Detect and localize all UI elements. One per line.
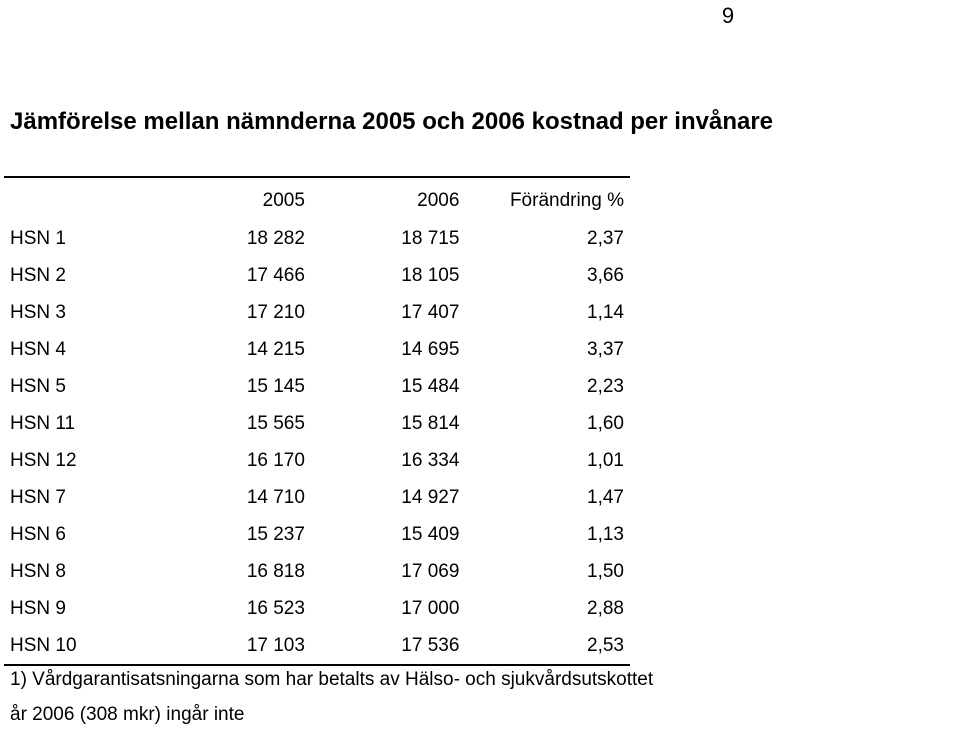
value-2005: 16 818 (246, 560, 305, 582)
value-2005: 16 523 (246, 597, 305, 619)
row-label: HSN 10 (4, 627, 175, 665)
footnote-line-2: år 2006 (308 mkr) ingår inte (10, 704, 245, 725)
header-2006: 2006 (417, 190, 460, 211)
value-change: 1,50 (587, 560, 624, 582)
value-2006: 17 407 (401, 301, 460, 323)
table-row (4, 516, 630, 553)
value-change: 3,37 (587, 338, 624, 360)
comparison-table-container (4, 176, 630, 666)
table-row (4, 590, 630, 627)
value-2005: 15 565 (246, 412, 305, 434)
table-row (4, 479, 630, 516)
value-2006: 14 695 (401, 338, 460, 360)
value-2005: 15 237 (246, 523, 305, 545)
value-2005: 14 215 (246, 338, 305, 360)
row-label: HSN 11 (10, 412, 76, 434)
table-row (4, 553, 630, 590)
value-2006: 18 105 (401, 264, 460, 286)
value-2006: 15 409 (401, 523, 460, 545)
table-row (4, 368, 630, 405)
row-label: HSN 4 (10, 338, 66, 360)
table-row (4, 257, 630, 294)
row-label: HSN 3 (10, 301, 66, 323)
page-number: 9 (721, 3, 735, 28)
table-header-row (4, 178, 630, 220)
value-2006: 16 334 (401, 449, 460, 471)
value-change: 2,88 (587, 597, 624, 619)
value-change: 2,53 (459, 627, 630, 665)
table-row (4, 405, 630, 442)
value-2006: 15 814 (401, 412, 460, 434)
table-row (4, 220, 630, 257)
value-2005: 18 282 (246, 227, 305, 249)
footnote-line-1: 1) Vårdgarantisatsningarna som har betalts av Hälso- och sjukvårdsutskottet (10, 669, 654, 690)
value-2005: 17 103 (175, 627, 305, 665)
header-2005: 2005 (262, 190, 305, 211)
value-2006: 17 069 (401, 560, 460, 582)
comparison-table (4, 178, 630, 666)
value-change: 2,23 (587, 375, 624, 397)
table-row (4, 294, 630, 331)
row-label: HSN 6 (10, 523, 66, 545)
value-2005: 15 145 (246, 375, 305, 397)
value-2005: 17 466 (246, 264, 305, 286)
value-2005: 14 710 (246, 486, 305, 508)
table-row (4, 331, 630, 368)
value-2006: 18 715 (401, 227, 460, 249)
row-label: HSN 2 (10, 264, 66, 286)
page-title: Jämförelse mellan nämnderna 2005 och 2006 kostnad per invånare (10, 108, 774, 135)
value-2006: 15 484 (401, 375, 460, 397)
value-change: 1,60 (587, 412, 624, 434)
row-label: HSN 8 (10, 560, 66, 582)
value-2006: 17 536 (305, 627, 459, 665)
table-row (4, 442, 630, 479)
value-2005: 17 210 (246, 301, 305, 323)
value-2006: 14 927 (401, 486, 460, 508)
value-2006: 17 000 (401, 597, 460, 619)
value-change: 1,47 (587, 486, 624, 508)
value-2005: 16 170 (246, 449, 305, 471)
header-change-percent: Förändring % (509, 190, 624, 211)
row-label: HSN 1 (10, 227, 66, 249)
value-change: 2,37 (587, 227, 624, 249)
row-label: HSN 7 (10, 486, 66, 508)
value-change: 1,01 (587, 449, 624, 471)
table-body (4, 220, 630, 665)
header-label (4, 178, 175, 220)
table-row (4, 627, 630, 665)
value-change: 1,13 (587, 523, 624, 545)
row-label: HSN 12 (10, 449, 77, 471)
row-label: HSN 9 (10, 597, 66, 619)
value-change: 3,66 (587, 264, 624, 286)
value-change: 1,14 (587, 301, 624, 323)
row-label: HSN 5 (10, 375, 66, 397)
